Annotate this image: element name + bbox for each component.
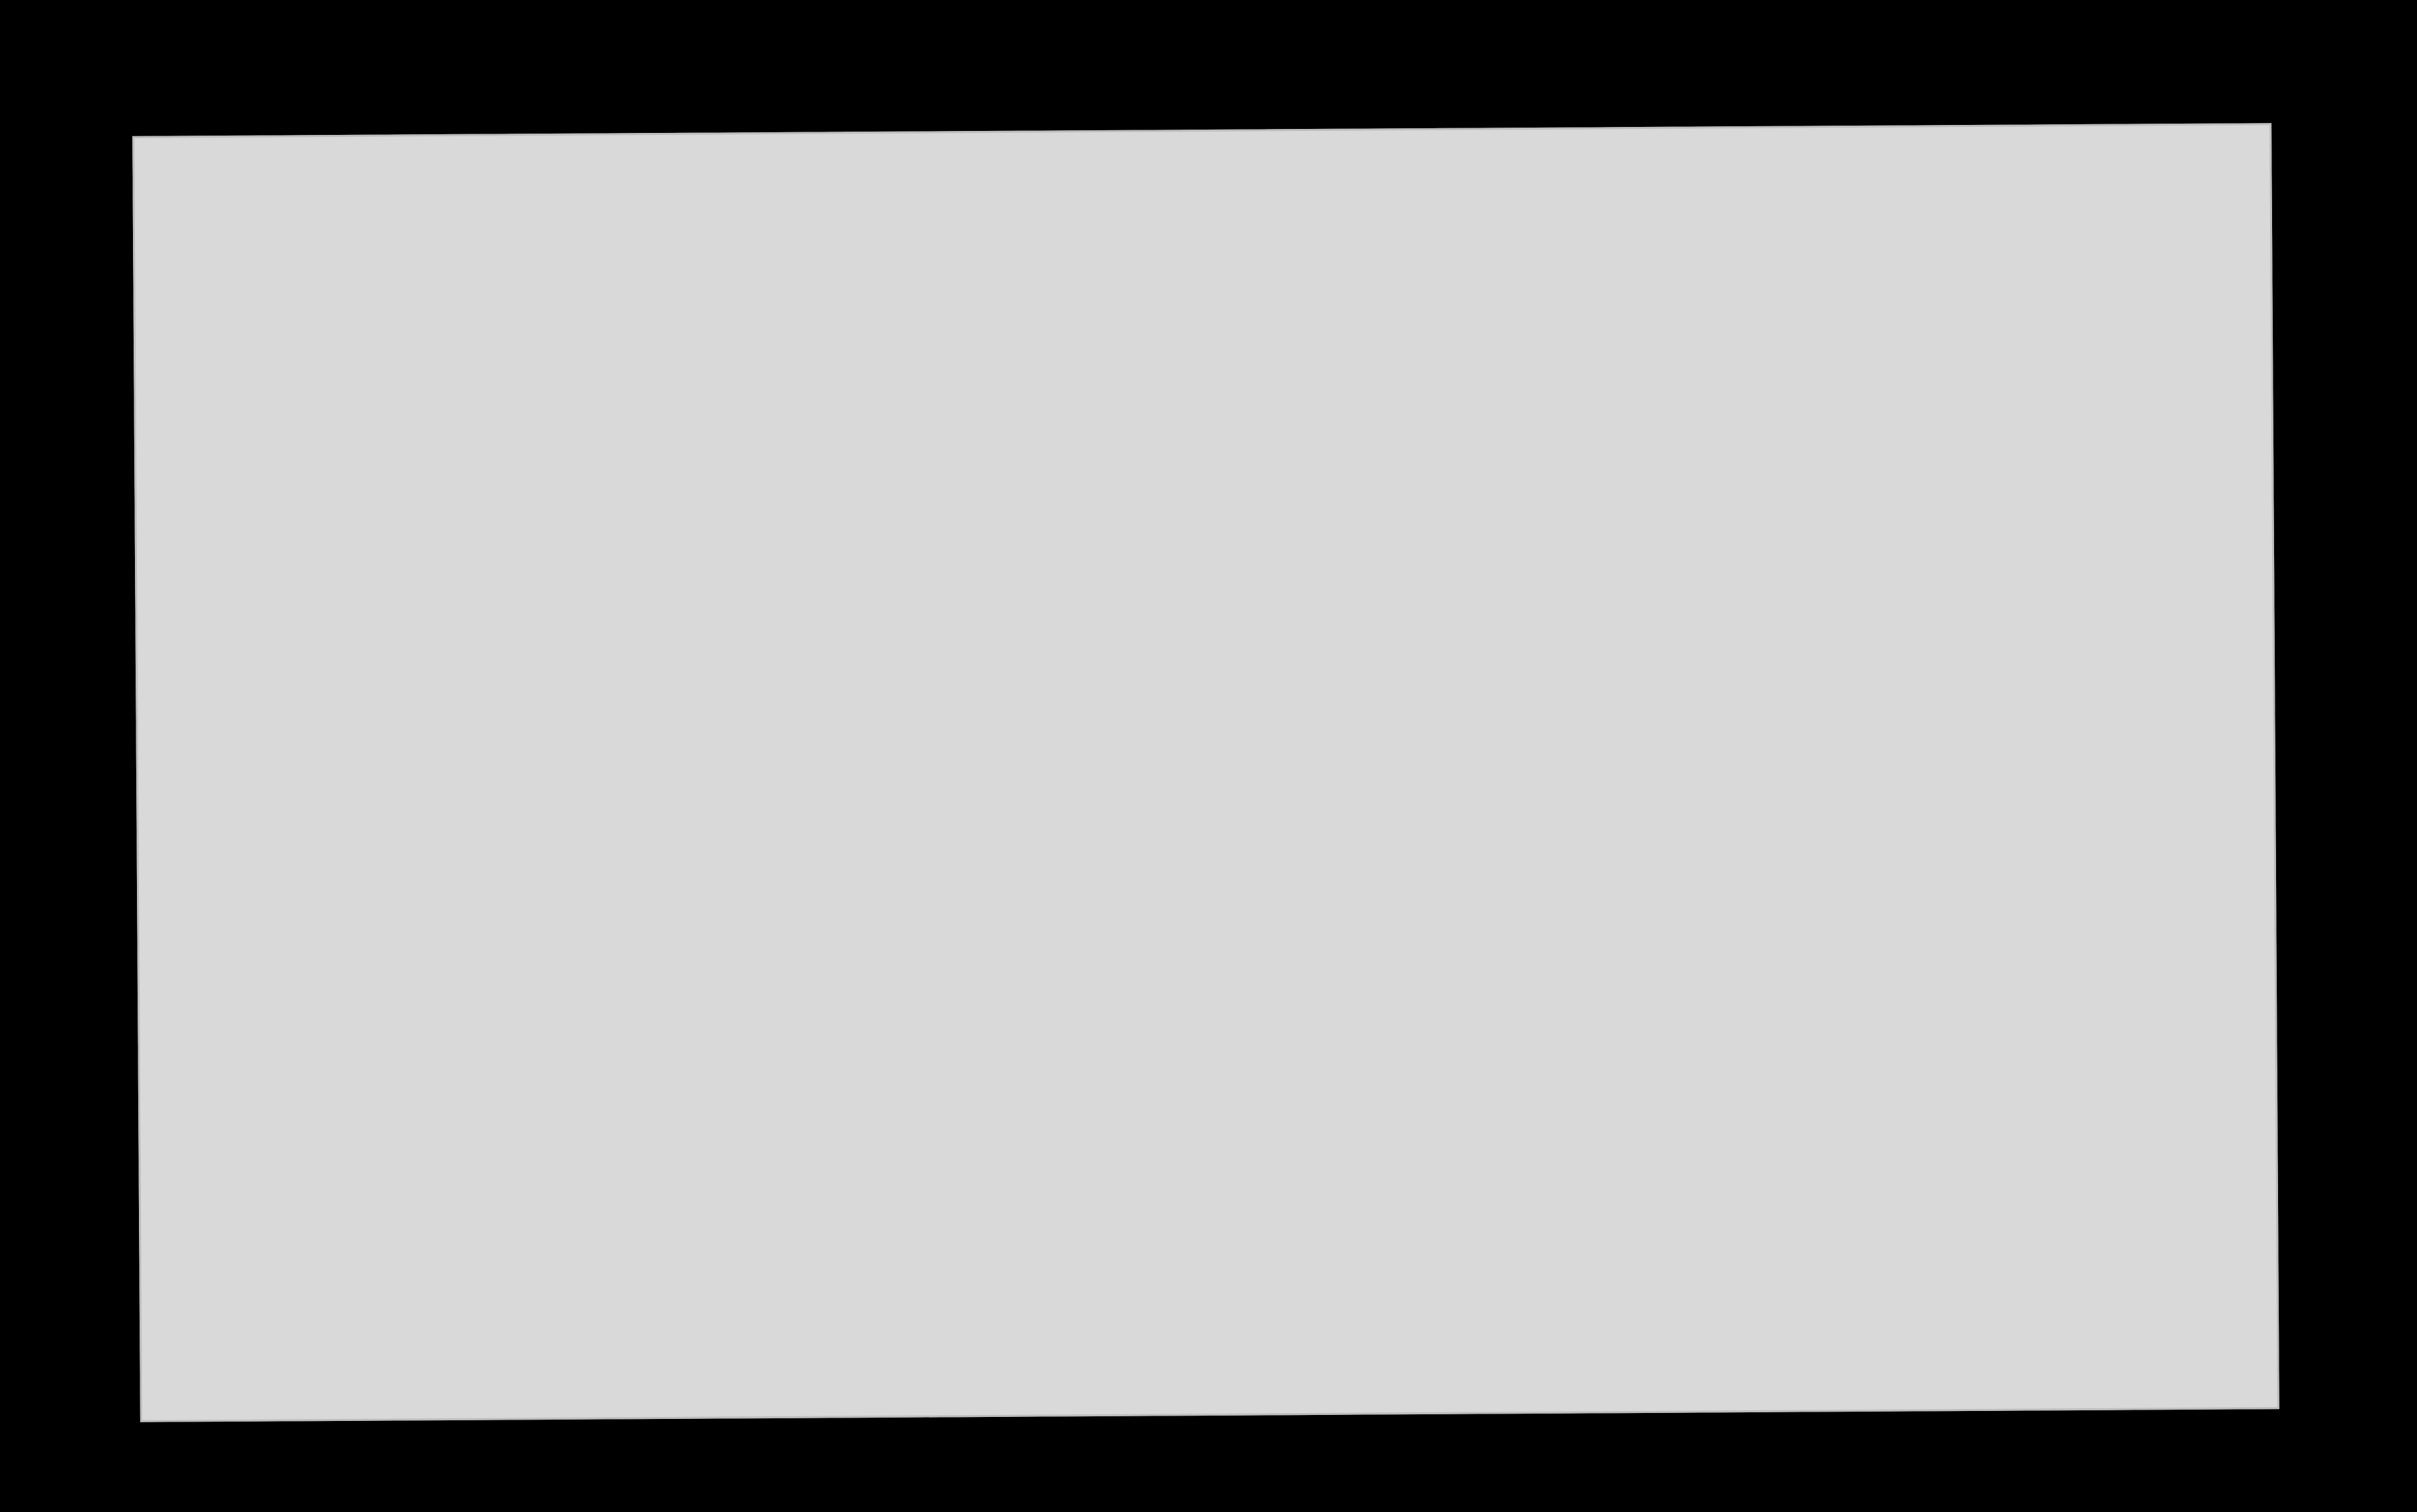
private-farm-section [134,125,2269,138]
lease-table [134,125,2269,138]
crops-table [134,125,2269,138]
census-card [132,123,2279,1422]
